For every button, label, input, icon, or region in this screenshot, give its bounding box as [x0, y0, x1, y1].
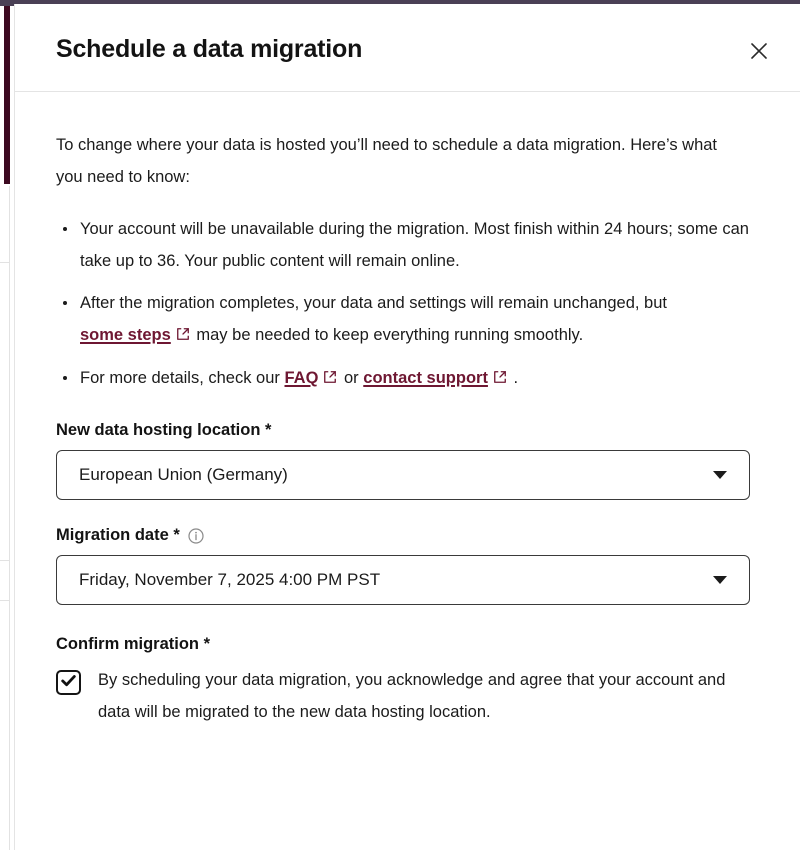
list-item — [80, 213, 759, 277]
date-select[interactable] — [56, 555, 750, 605]
page-divider-bottom — [0, 600, 9, 601]
location-select[interactable] — [56, 450, 750, 500]
note-text-2a: After the migration completes, your data and settings will remain unchanged, but — [80, 294, 667, 312]
location-label — [56, 421, 759, 440]
page-divider-mid — [0, 560, 9, 561]
page-divider-top — [0, 262, 9, 263]
confirm-checkbox-text: By scheduling your data migration, you acknowledge and agree that your account and data will be migrated to the new data hosting location. — [98, 671, 726, 721]
confirm-field — [56, 635, 759, 728]
date-label — [56, 526, 759, 545]
external-link-icon — [493, 363, 507, 395]
date-field — [56, 526, 759, 605]
note-text-1: Your account will be unavailable during the migration. Most finish within 24 hours; some can take up to 36. Your public content will remain online. — [80, 220, 749, 270]
location-field — [56, 421, 759, 500]
note-text-2b: may be needed to keep everything running smoothly. — [191, 326, 584, 344]
contact-support-link[interactable]: contact support — [363, 369, 488, 387]
confirm-label — [56, 635, 759, 654]
intro-paragraph: To change where your data is hosted you’ll need to schedule a data migration. Here’s what you need to know: — [56, 136, 718, 186]
note-text-3c: . — [508, 369, 519, 387]
list-item — [80, 287, 759, 352]
confirm-checkbox-row — [56, 664, 746, 728]
info-circle-icon[interactable] — [188, 528, 204, 544]
chevron-down-icon — [713, 471, 727, 479]
dialog-title: Schedule a data migration — [56, 35, 363, 63]
location-label-text: New data hosting location * — [56, 421, 272, 439]
dialog-header — [15, 4, 800, 92]
some-steps-link[interactable]: some steps — [80, 326, 171, 344]
faq-link[interactable]: FAQ — [284, 369, 319, 387]
note-text-3a: For more details, check our — [80, 369, 285, 387]
date-label-text: Migration date * — [56, 526, 180, 544]
location-select-value: European Union (Germany) — [79, 465, 288, 484]
schedule-migration-dialog — [14, 4, 800, 850]
checkmark-icon — [60, 672, 77, 694]
confirm-label-text: Confirm migration * — [56, 635, 211, 653]
close-icon — [749, 41, 769, 61]
page-left-rule — [9, 186, 10, 850]
list-item — [80, 362, 759, 395]
notes-list — [56, 213, 759, 395]
external-link-icon — [176, 320, 190, 352]
confirm-checkbox[interactable] — [56, 670, 81, 695]
date-select-value: Friday, November 7, 2025 4:00 PM PST — [79, 570, 381, 589]
chevron-down-icon — [713, 576, 727, 584]
close-button[interactable] — [744, 36, 774, 66]
dialog-body — [15, 92, 800, 728]
sidebar-accent-bar — [4, 6, 10, 184]
note-text-3b: or — [339, 369, 364, 387]
external-link-icon — [323, 363, 337, 395]
